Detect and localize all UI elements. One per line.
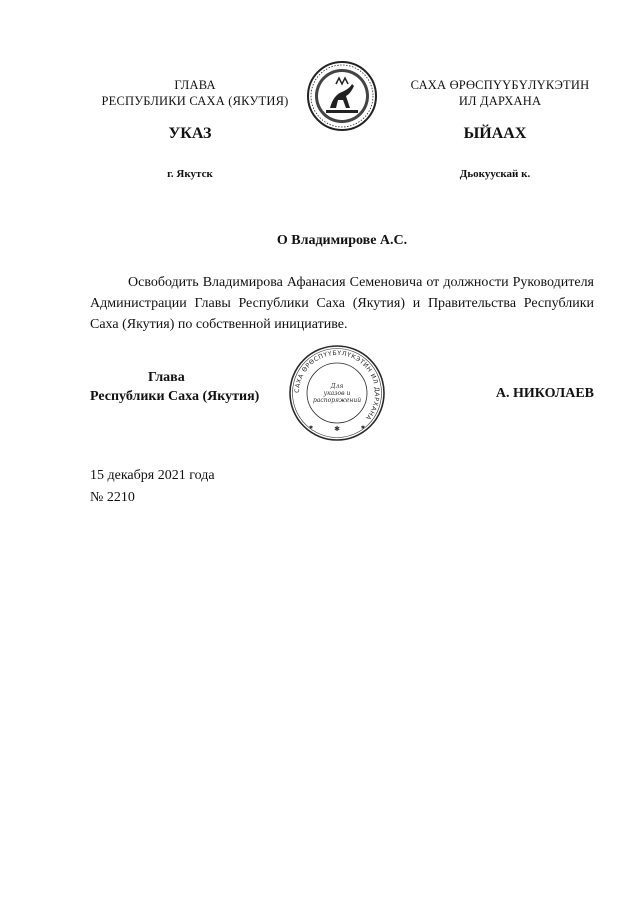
coat-of-arms-emblem bbox=[306, 60, 378, 132]
header-left-line2: РЕСПУБЛИКИ САХА (ЯКУТИЯ) bbox=[101, 94, 289, 108]
date-block bbox=[90, 465, 215, 509]
signatory-name: А. НИКОЛАЕВ bbox=[495, 386, 594, 401]
seal-center-line3: распоряжений bbox=[312, 397, 362, 404]
document-body: Освободить Владимирова Афанасия Семеновича от должности Руководителя Администрации Главы Республики Саха (Якутия) и Правительства Республики Саха (Якутия) по собственной инициативе. bbox=[90, 275, 594, 332]
header-left-line1: ГЛАВА bbox=[174, 78, 216, 92]
city-yakut: Дьокуускай к. bbox=[459, 168, 531, 180]
doc-type-yakut: ЫЙААХ bbox=[463, 125, 527, 142]
city-russian: г. Якутск bbox=[167, 168, 213, 180]
official-seal-stamp bbox=[287, 343, 387, 443]
header-right-line1: САХА ӨРӨСПҮҮБҮЛҮКЭТИН bbox=[410, 78, 590, 92]
seal-center-line1: Для bbox=[330, 383, 344, 390]
seal-ring-text: САХА ӨРӨСПҮҮБҮЛҮКЭТИН ИЛ ДАРХАНА bbox=[293, 349, 381, 422]
document-number: № 2210 bbox=[90, 490, 135, 505]
document-date: 15 декабря 2021 года bbox=[90, 468, 215, 483]
svg-text:✱: ✱ bbox=[308, 425, 314, 431]
signature-title bbox=[90, 368, 280, 406]
doc-type-russian: УКАЗ bbox=[168, 125, 212, 142]
header-right bbox=[385, 77, 615, 109]
document-title: О Владимирове А.С. bbox=[276, 233, 408, 248]
header-left bbox=[80, 77, 310, 109]
seal-center-line2: указов и bbox=[323, 390, 351, 397]
svg-text:✱: ✱ bbox=[360, 425, 366, 431]
svg-text:✱: ✱ bbox=[334, 425, 340, 433]
header-right-line2: ИЛ ДАРХАНА bbox=[458, 94, 542, 108]
signature-title-line1: Глава bbox=[148, 370, 185, 385]
signature-title-line2: Республики Саха (Якутия) bbox=[90, 389, 260, 404]
